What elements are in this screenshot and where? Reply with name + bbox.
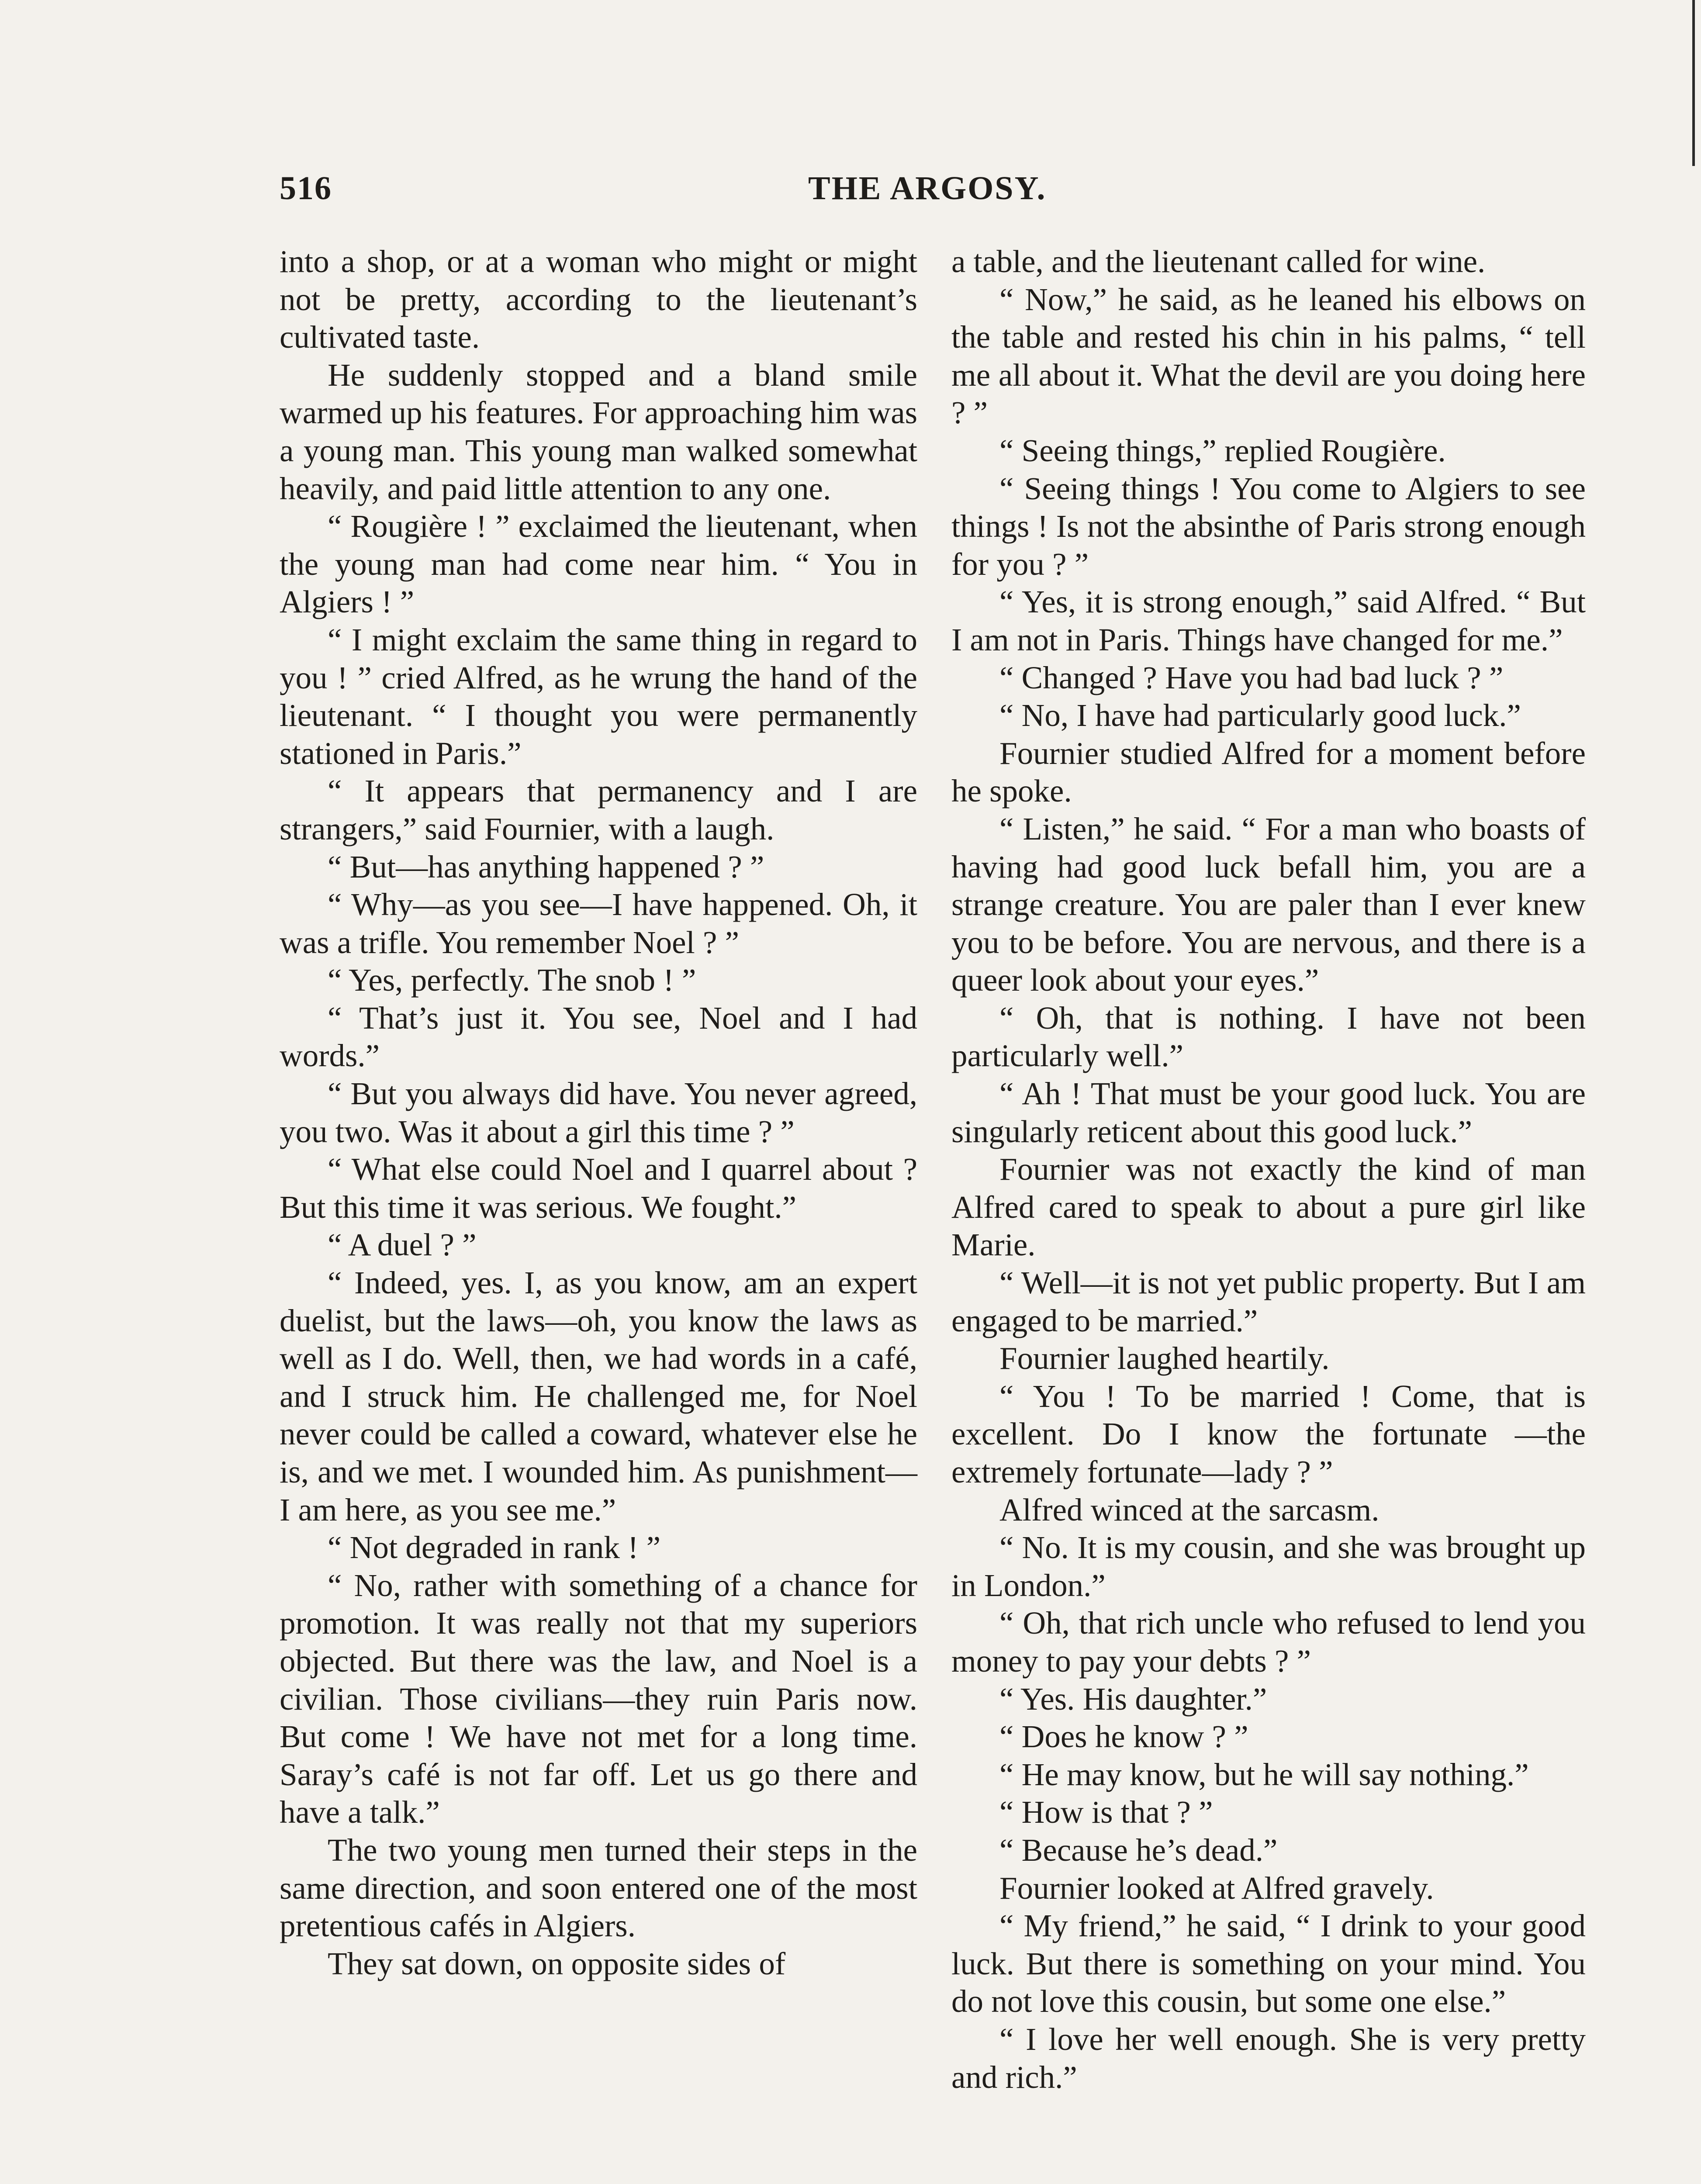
paragraph: “ Changed ? Have you had bad luck ? ” <box>999 660 1504 695</box>
paragraph: Fournier studied Alfred for a moment before he spoke. <box>951 735 1586 809</box>
paragraph: “ That’s just it. You see, Noel and I had words.” <box>280 1000 917 1074</box>
paragraph: Fournier was not exactly the kind of man Alfred cared to speak to about a pure girl like Marie. <box>951 1151 1586 1263</box>
paragraph: “ You ! To be married ! Come, that is excellent. Do I know the fortunate —the extremely fortunate—lady ? ” <box>951 1378 1586 1489</box>
paragraph: “ A duel ? ” <box>328 1227 477 1263</box>
page-edge <box>1692 0 1695 166</box>
page-header <box>280 169 1586 222</box>
paragraph: “ Listen,” he said. “ For a man who boasts of having had good luck befall him, you are a strange creature. You are paler than I ever knew you to be before. You are nervous, and there is a queer look about your eyes.” <box>951 811 1586 998</box>
paragraph: “ No. It is my cousin, and she was brought up in London.” <box>951 1530 1586 1603</box>
paragraph: “ Oh, that rich uncle who refused to lend you money to pay your debts ? ” <box>951 1605 1586 1679</box>
paragraph: “ Because he’s dead.” <box>999 1832 1278 1868</box>
paragraph: “ He may know, but he will say nothing.” <box>999 1756 1529 1792</box>
paragraph: “ No, I have had particularly good luck.” <box>999 698 1521 733</box>
paragraph: “ Oh, that is nothing. I have not been particularly well.” <box>951 1000 1586 1074</box>
paragraph: The two young men turned their steps in the same direction, and soon entered one of the most pretentious cafés in Algiers. <box>280 1832 917 1944</box>
paragraph: “ Yes, it is strong enough,” said Alfred. “ But I am not in Paris. Things have changed for me.” <box>951 584 1586 657</box>
paragraph: “ It appears that permanency and I are strangers,” said Fournier, with a laugh. <box>280 773 917 847</box>
paragraph: “ Rougière ! ” exclaimed the lieutenant, when the young man had come near him. “ You in Algiers ! ” <box>280 508 917 620</box>
paragraph: “ Not degraded in rank ! ” <box>328 1530 661 1565</box>
page-number: 516 <box>280 170 332 207</box>
running-head: THE ARGOSY. <box>808 170 1047 207</box>
paragraph: He suddenly stopped and a bland smile warmed up his features. For approaching him was a young man. This young man walked somewhat heavily, and paid little attention to any one. <box>280 357 917 506</box>
paragraph: “ Seeing things ! You come to Algiers to see things ! Is not the absinthe of Paris strong enough for you ? ” <box>951 470 1586 582</box>
right-column <box>951 243 1586 2096</box>
paragraph: Alfred winced at the sarcasm. <box>999 1492 1379 1527</box>
paragraph: “ How is that ? ” <box>999 1794 1213 1830</box>
paragraph: “ Ah ! That must be your good luck. You are singularly reticent about this good luck.” <box>951 1076 1586 1149</box>
paragraph: a table, and the lieutenant called for wine. <box>951 244 1486 279</box>
paragraph: “ Yes. His daughter.” <box>999 1681 1267 1717</box>
paragraph: “ Indeed, yes. I, as you know, am an expert duelist, but the laws—oh, you know the laws as well as I do. Well, then, we had words in a café, and I struck him. He challenged me, for Noel never could be called a coward, whatever else he is, and we met. I wounded him. As punishment—I am here, as you see me.” <box>280 1265 917 1527</box>
paragraph: “ What else could Noel and I quarrel about ? But this time it was serious. We fought.” <box>280 1151 917 1225</box>
paragraph: “ But—has anything happened ? ” <box>328 849 764 885</box>
paragraph: “ Well—it is not yet public property. But I am engaged to be married.” <box>951 1265 1586 1338</box>
left-column <box>280 243 917 1983</box>
paragraph: “ Seeing things,” replied Rougière. <box>999 432 1446 468</box>
paragraph: “ No, rather with something of a chance for promotion. It was really not that my superiors objected. But there was the law, and Noel is a civilian. Those civilians—they ruin Paris now. But come ! We have not met for a long time. Saray’s café is not far off. Let us go there and have a talk.” <box>280 1567 917 1830</box>
paragraph: into a shop, or at a woman who might or might not be pretty, according to the lieutenant’s cultivated taste. <box>280 244 917 355</box>
paragraph: “ Why—as you see—I have happened. Oh, it was a trifle. You remember Noel ? ” <box>280 887 917 960</box>
paragraph: “ I might exclaim the same thing in regard to you ! ” cried Alfred, as he wrung the hand of the lieutenant. “ I thought you were permanently stationed in Paris.” <box>280 622 917 771</box>
paragraph: “ Does he know ? ” <box>999 1719 1248 1755</box>
paragraph: “ My friend,” he said, “ I drink to your good luck. But there is something on your mind. You do not love this cousin, but some one else.” <box>951 1908 1586 2019</box>
paragraph: Fournier looked at Alfred gravely. <box>999 1870 1434 1906</box>
paragraph: They sat down, on opposite sides of <box>328 1946 786 1981</box>
paragraph: “ I love her well enough. She is very pretty and rich.” <box>951 2021 1586 2095</box>
paragraph: “ Yes, perfectly. The snob ! ” <box>328 962 696 998</box>
paragraph: Fournier laughed heartily. <box>999 1341 1330 1376</box>
paragraph: “ But you always did have. You never agreed, you two. Was it about a girl this time ? ” <box>280 1076 917 1149</box>
paragraph: “ Now,” he said, as he leaned his elbows on the table and rested his chin in his palms, “ tell me all about it. What the devil are you doing here ? ” <box>951 281 1586 431</box>
